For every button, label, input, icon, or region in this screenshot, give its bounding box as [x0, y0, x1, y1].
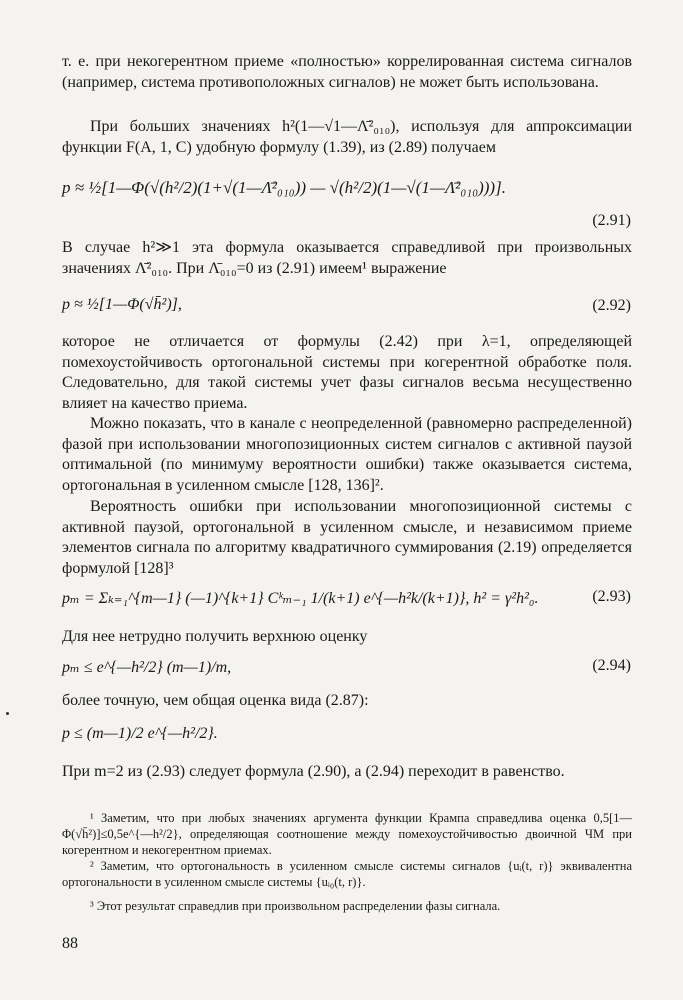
equation-number-2-92: (2.92)	[592, 297, 631, 314]
footnote-3: ³ Этот результат справедлив при произвольном распределении фазы сигнала.	[90, 899, 501, 913]
equation-2-94-text: pₘ ≤ e^{—h²/2} (m—1)/m,	[62, 659, 232, 676]
paragraph-4: которое не отличается от формулы (2.42) при λ=1, определяющей помехоустойчивость ортогональной системы при когерентной обработке поля. Следовательно, для такой системы учет фазы сигналов весьма несущественно влияет на качество приема.	[62, 333, 632, 412]
paragraph-7: Для нее нетрудно получить верхнюю оценку	[62, 628, 368, 645]
page-number: 88	[62, 935, 78, 952]
equation-2-92-text: p ≈ ½[1—Φ(√h̄²)],	[62, 296, 182, 313]
paragraph-2: При больших значениях h²(1—√1—Λ̄²₀₁₀), используя для аппроксимации функции F(A, 1, C) удобную формулу (1.39), из (2.89) получаем	[62, 118, 632, 156]
equation-2-91	[62, 178, 632, 198]
equation-number-2-93: (2.93)	[592, 588, 631, 605]
equation-number-2-91: (2.91)	[592, 212, 631, 229]
paragraph-5: Можно показать, что в канале с неопределенной (равномерно распределенной) фазой при использовании многопозиционных систем сигналов с активной паузой оптимальной (по минимуму вероятности ошибки) также оказывается система, ортогональная в усиленном смысле [128, 136]².	[62, 415, 632, 494]
equation-2-91-text: p ≈ ½[1—Φ(√(h²/2)(1+√(1—Λ̄²₀₁₀)) — √(h²/2)(1—√(1—Λ̄²₀₁₀)))].	[62, 178, 506, 197]
equation-2-93	[62, 588, 632, 608]
equation-2-94	[62, 657, 632, 677]
paragraph-3: В случае h²≫1 эта формула оказывается справедливой при произвольных значениях Λ̄²₀₁₀. При Λ̄₀₁₀=0 из (2.91) имеем¹ выражение	[62, 239, 632, 277]
equation-unnumbered-text: p ≤ (m—1)/2 e^{—h²/2}.	[62, 725, 218, 742]
paragraph-8: более точную, чем общая оценка вида (2.87):	[62, 692, 369, 709]
footnote-2: ² Заметим, что ортогональность в усиленном смысле системы сигналов {uᵢ(t, r)} эквивалентна ортогональности в усиленном смысле системы {uᵢ₀(t, r)}.	[62, 859, 632, 889]
paragraph-6: Вероятность ошибки при использовании многопозиционной системы с активной паузой, ортогональной в усиленном смысле, и независимом приеме элементов сигнала по алгоритму квадратичного суммирования (2.19) определяется формулой [128]³	[62, 498, 632, 577]
paragraph-1: т. е. при некогерентном приеме «полностью» коррелированная система сигналов (например, система противоположных сигналов) не может быть использована.	[62, 53, 632, 91]
equation-number-2-94: (2.94)	[592, 657, 631, 674]
margin-speck	[6, 712, 9, 715]
equation-unnumbered	[62, 725, 632, 743]
equation-2-93-text: pₘ = Σₖ₌₁^{m—1} (—1)^{k+1} Cᵏₘ₋₁ 1/(k+1) e^{—h²k/(k+1)}, h² = γ²h²₀.	[62, 590, 539, 607]
equation-2-92	[62, 296, 632, 314]
footnote-1: ¹ Заметим, что при любых значениях аргумента функции Крампа справедлива оценка 0,5[1—Φ(√h̄²)]≤0,5e^{—h²/2}, определяющая соотношение между помехоустойчивостью двоичной ЧМ при когерентном и некогерентном приемах.	[62, 811, 632, 857]
paragraph-9: При m=2 из (2.93) следует формула (2.90), а (2.94) переходит в равенство.	[62, 763, 565, 780]
